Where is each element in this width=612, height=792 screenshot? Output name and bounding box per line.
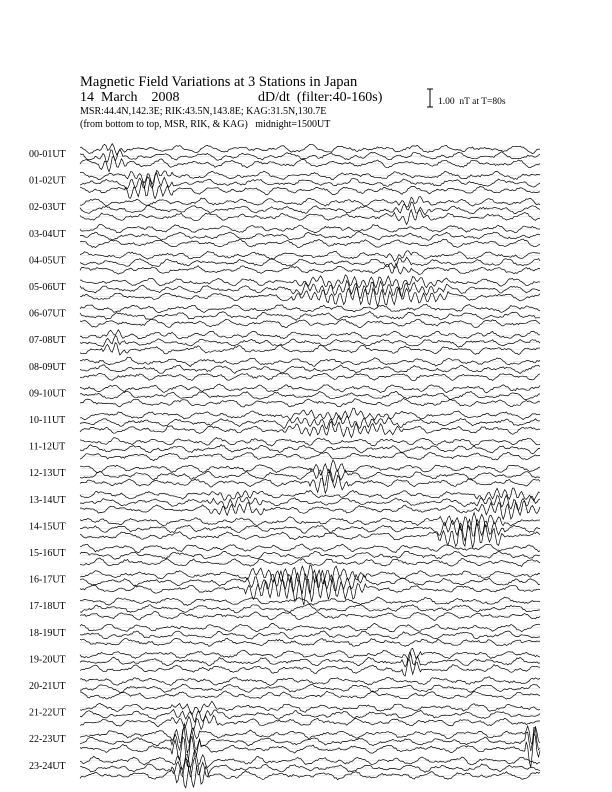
scale-bar [427,89,506,107]
hour-label: 09-10UT [29,388,66,400]
station-trace [80,452,540,461]
hour-label: 12-13UT [29,468,66,480]
hour-label: 13-14UT [29,494,66,506]
hour-label: 06-07UT [29,308,66,320]
station-order-note: (from bottom to top, MSR, RIK, & KAG) midnight=1500UT [80,119,331,130]
hour-label: 22-23UT [29,734,66,746]
hour-label: 04-05UT [29,255,66,267]
hour-label: 15-16UT [29,548,66,559]
hour-label: 08-09UT [29,361,66,373]
station-trace [80,197,540,208]
station-trace [80,263,540,274]
station-trace [80,757,540,777]
hour-label: 03-04UT [29,228,66,240]
station-trace [80,170,540,184]
chart-header [80,74,506,130]
stations-coordinates: MSR:44.4N,142.3E; RIK:43.5N,143.8E; KAG:31.5N,130.7E [80,106,327,117]
hour-label: 17-18UT [29,601,66,613]
station-trace [80,495,540,510]
station-trace [80,470,540,493]
hour-labels [29,149,66,772]
station-trace [80,202,540,215]
station-trace [80,716,540,731]
station-trace [80,765,540,788]
chart-quantity: dD/dt (filter:40-160s) [258,90,383,105]
station-trace [80,150,540,162]
station-trace [80,373,540,381]
station-trace [80,330,540,339]
hour-label: 16-17UT [29,574,66,586]
station-trace [80,750,540,769]
station-trace [80,701,540,715]
station-trace [80,144,540,155]
hour-label: 00-01UT [29,149,66,160]
traces [80,144,540,788]
hour-label: 02-03UT [29,202,66,214]
hour-label: 19-20UT [29,654,66,666]
station-trace [80,728,540,754]
hour-label: 14-15UT [29,521,66,533]
station-trace [80,391,540,400]
station-trace [80,224,540,233]
chart-date: 14 March 2008 [80,90,180,105]
station-trace [80,336,540,347]
hour-label: 20-21UT [29,681,66,692]
hour-label: 10-11UT [29,415,66,426]
station-trace [80,251,540,262]
station-trace [80,513,540,531]
chart-title: Magnetic Field Variations at 3 Stations in Japan [80,74,358,90]
station-trace [80,343,540,355]
hour-label: 21-22UT [29,707,66,719]
hour-label: 23-24UT [29,760,66,772]
hour-label: 05-06UT [29,282,66,293]
station-trace [80,488,540,501]
hour-label: 01-02UT [29,175,66,187]
hour-label: 11-12UT [29,441,66,453]
hour-label: 18-19UT [29,627,66,639]
station-trace [80,544,540,553]
station-trace [80,460,540,475]
station-trace [80,421,540,437]
station-trace [80,275,540,290]
station-trace [80,319,540,328]
scale-label: 1.00 nT at T=80s [438,97,506,107]
station-trace [80,408,540,420]
station-trace [80,399,540,407]
hour-label: 07-08UT [29,335,66,347]
station-trace [80,210,540,225]
